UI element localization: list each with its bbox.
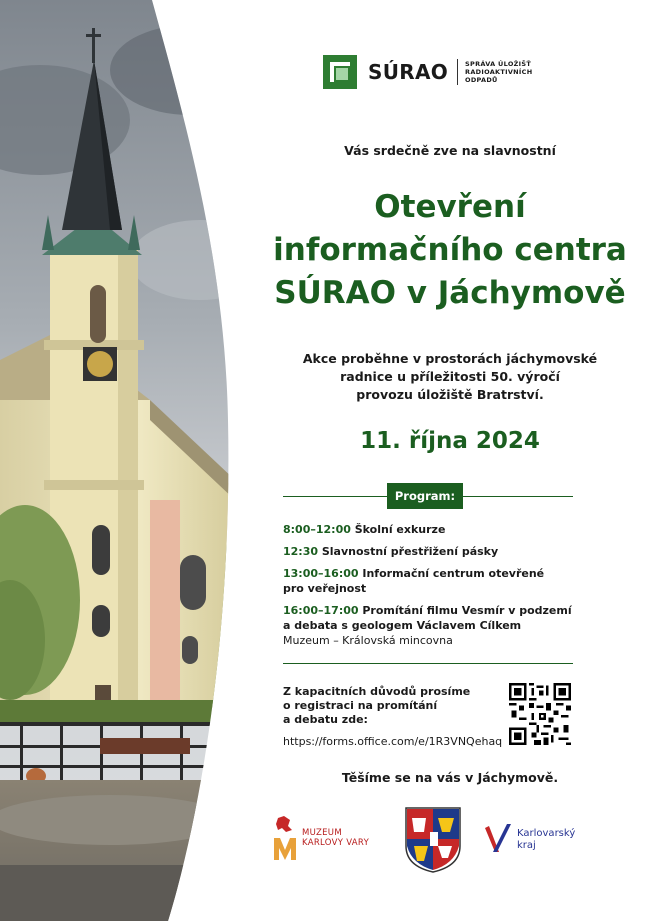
region-name <box>517 828 575 852</box>
schedule-text-cont: a debata s geologem Václavem Cílkem <box>283 619 522 632</box>
region-check-icon <box>483 822 513 858</box>
schedule-time: 8:00–12:00 <box>283 523 351 536</box>
registration-text <box>283 685 483 727</box>
lead-line-2: radnice u příležitosti 50. výročí <box>340 369 560 384</box>
lead-line-3: provozu úložiště Bratrství. <box>356 387 544 402</box>
schedule-item <box>283 544 573 559</box>
logo-divider <box>457 59 458 85</box>
registration-link[interactable]: https://forms.office.com/e/1R3VNQehaq <box>283 735 503 748</box>
lead-line-1: Akce proběhne v prostorách jáchymovské <box>302 351 598 366</box>
logo-wordmark: SÚRAO <box>368 60 449 84</box>
schedule-text: Slavnostní přestřižení pásky <box>321 545 499 558</box>
page-title <box>225 186 648 315</box>
registration-line-3: a debatu zde: <box>283 713 368 726</box>
museum-karlovy-vary-logo <box>272 814 369 862</box>
karlovarsky-kraj-logo <box>483 822 575 858</box>
schedule-text: Školní exkurze <box>354 523 446 536</box>
program-bottom-divider <box>283 663 573 664</box>
schedule-time: 12:30 <box>283 545 319 558</box>
schedule-venue-note: Muzeum – Královská mincovna <box>283 634 453 647</box>
museum-lion-icon <box>272 814 298 862</box>
invite-line: Vás srdečně zve na slavnostní <box>344 143 556 158</box>
museum-name <box>302 828 369 848</box>
museum-name-line-1: MUZEUM <box>302 828 342 838</box>
coat-of-arms-icon <box>404 806 462 874</box>
lead-text <box>250 350 648 404</box>
museum-name-line-2: KARLOVY VARY <box>302 838 370 848</box>
registration-line-1: Z kapacitních důvodů prosíme <box>283 685 471 698</box>
surao-logo-mark <box>323 55 357 89</box>
closing-line: Těšíme se na vás v Jáchymově. <box>341 770 559 785</box>
schedule-time: 16:00–17:00 <box>283 604 359 617</box>
schedule-item <box>283 522 573 537</box>
program-divider-right <box>463 496 573 497</box>
region-name-line-1: Karlovarský <box>517 828 576 839</box>
schedule-text-cont: pro veřejnost <box>283 582 367 595</box>
schedule-item <box>283 566 573 596</box>
title-line-3: SÚRAO v Jáchymově <box>274 275 626 311</box>
logo-tagline: SPRÁVA ÚLOŽIŠŤ RADIOAKTIVNÍCH ODPADŮ <box>465 60 533 84</box>
program-divider-left <box>283 496 387 497</box>
surao-logo <box>323 55 535 89</box>
event-date: 11. října 2024 <box>360 428 540 454</box>
region-name-line-2: kraj <box>517 840 536 851</box>
schedule-text: Promítání filmu Vesmír v podzemí <box>362 604 572 617</box>
qr-code[interactable] <box>509 683 571 745</box>
title-line-1: Otevření <box>374 189 526 225</box>
program-label: Program: <box>387 483 463 509</box>
schedule-time: 13:00–16:00 <box>283 567 359 580</box>
registration-line-2: o registraci na promítání <box>283 699 438 712</box>
schedule-item <box>283 603 573 648</box>
schedule-text: Informační centrum otevřené <box>362 567 545 580</box>
title-line-2: informačního centra <box>273 232 627 268</box>
